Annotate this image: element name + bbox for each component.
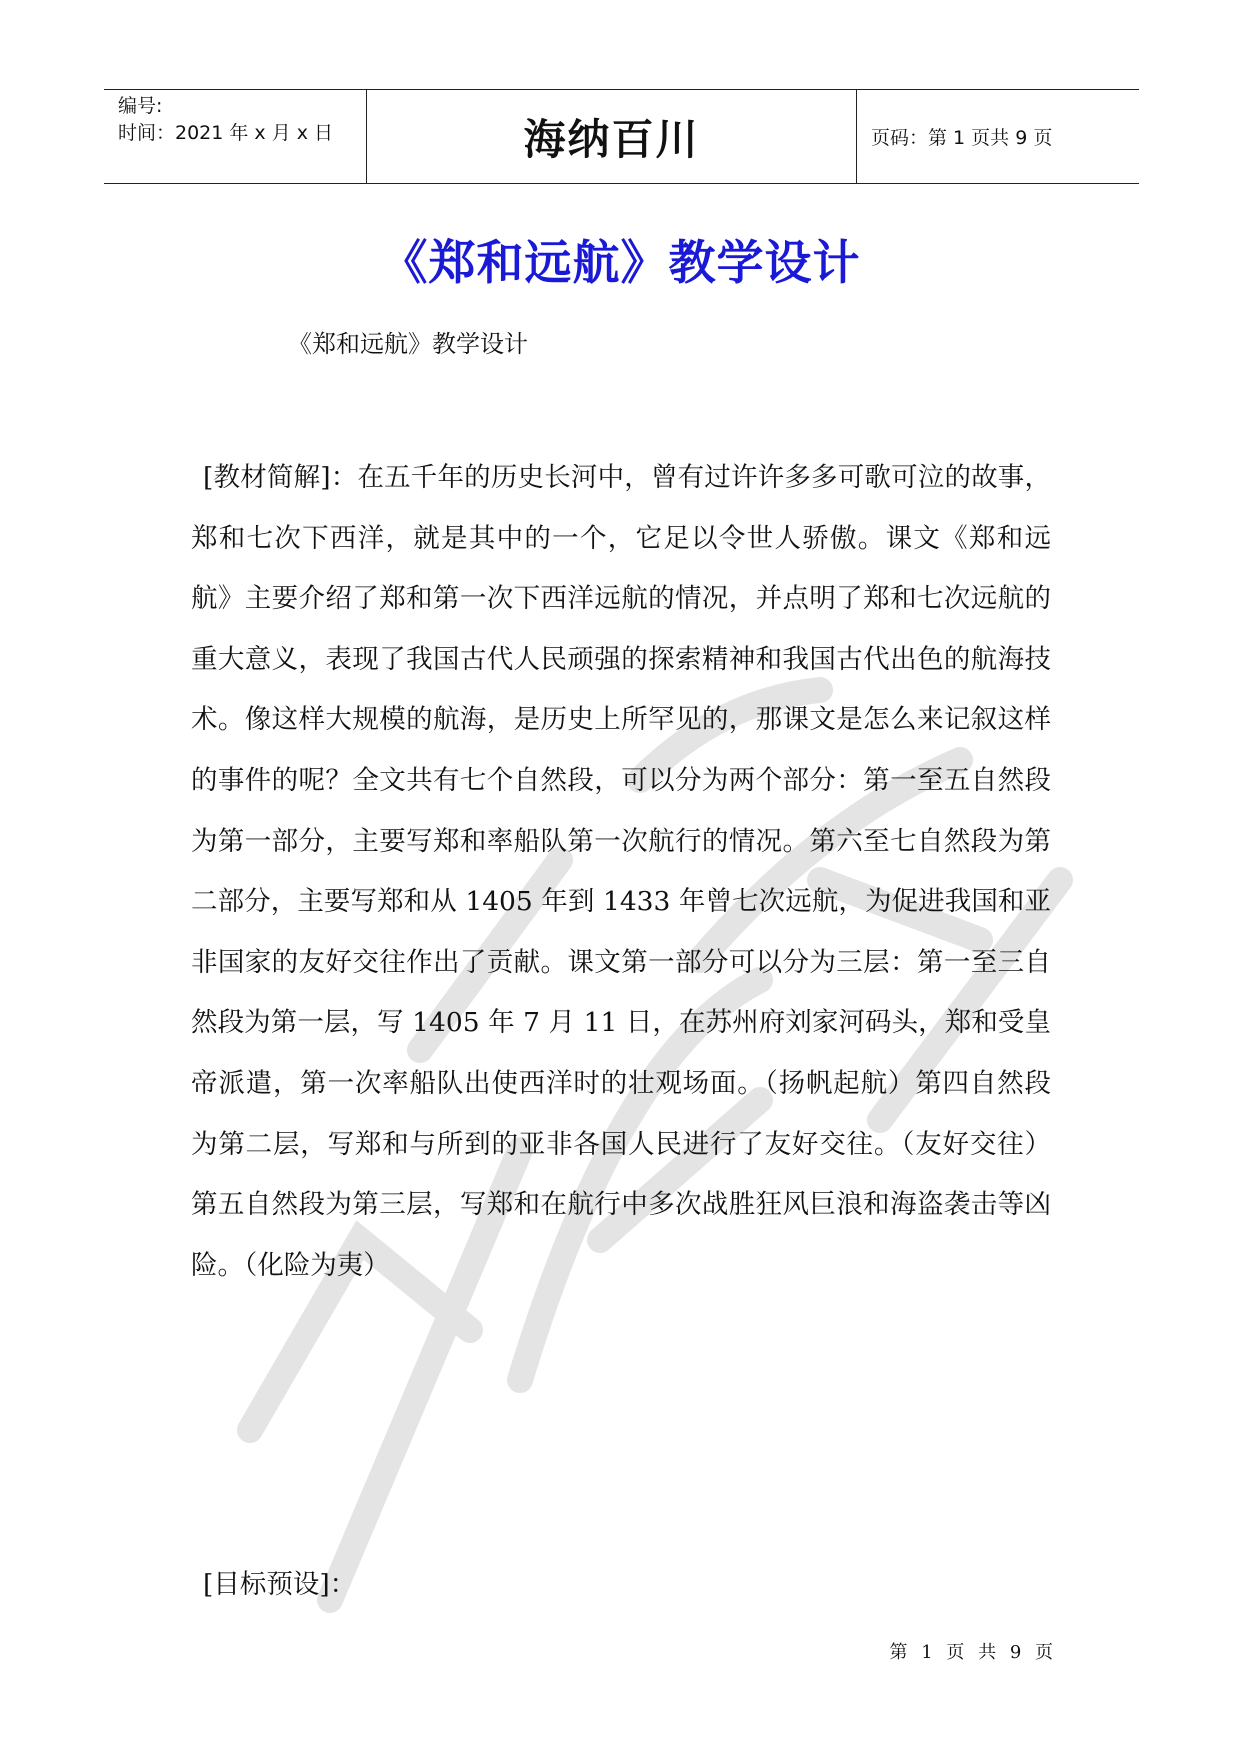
page-footer: 第 1 页 共 9 页 [889, 1642, 1057, 1663]
header-brand-cell [367, 90, 857, 183]
serial-label: 编号: [118, 95, 163, 117]
document-title: 《郑和远航》教学设计 [380, 236, 861, 291]
section-heading-goals: [目标预设]： [203, 1569, 357, 1600]
paragraph-teaching-material: [教材简解]：在五千年的历史长河中，曾有过许许多多可歌可泣的故事，郑和七次下西洋，就是其中的一个，它足以令世人骄傲。课文《郑和远航》主要介绍了郑和第一次下西洋远航的情况，并点明了郑和七次远航的重大意义，表现了我国古代人民顽强的探索精神和我国古代出色的航海技术。像这样大规模的航海，是历史上所罕见的，那课文是怎么来记叙这样的事件的呢？全文共有七个自然段，可以分为两个部分：第一至五自然段为第一部分，主要写郑和率船队第一次航行的情况。第六至七自然段为第二部分，主要写郑和从 1405 年到 1433 年曾七次远航，为促进我国和亚非国家的友好交往作出了贡献。课文第一部分可以分为三层：第一至三自然段为第一层，写 1405 年 7 月 11 日，在苏州府刘家河码头，郑和受皇帝派遣，第一次率船队出使西洋时的壮观场面。（扬帆起航）第四自然段为第二层，写郑和与所到的亚非各国人民进行了友好交往。（友好交往）第五自然段为第三层，写郑和在航行中多次战胜狂风巨浪和海盗袭击等凶险。（化险为夷） [191, 462, 1051, 1281]
header-left-cell [104, 90, 367, 183]
date-label: 时间：2021 年 x 月 x 日 [118, 122, 334, 144]
page-info: 页码：第 1 页共 9 页 [871, 127, 1053, 149]
header-table [104, 89, 1139, 184]
brand-text: 海纳百川 [523, 114, 700, 164]
header-page-cell [857, 90, 1139, 183]
document-subtitle: 《郑和远航》教学设计 [288, 330, 528, 358]
